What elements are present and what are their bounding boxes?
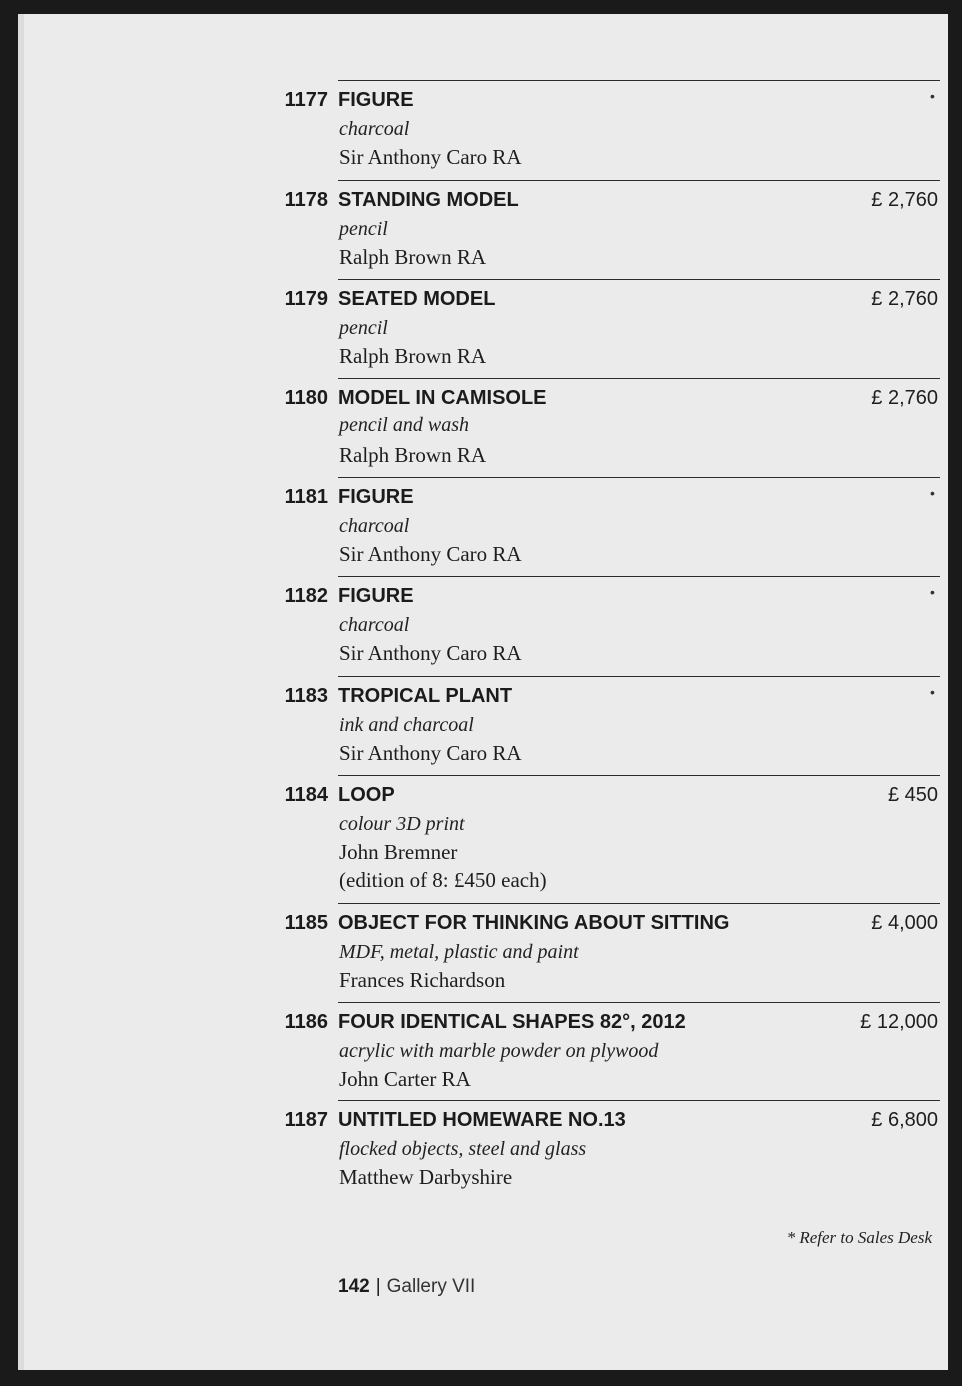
entry-title: FIGURE [338,486,414,508]
entry-title: FIGURE [338,585,414,607]
entry-rule [338,180,940,181]
entry-medium: flocked objects, steel and glass [339,1138,587,1160]
entry-number: 1187 [284,1109,328,1131]
entry-number: 1184 [284,784,328,806]
entry-title: MODEL IN CAMISOLE [338,387,547,409]
entry-rule [338,1100,940,1101]
entry-price: £ 4,000 [871,912,938,934]
entry-number: 1179 [284,288,328,310]
entry-price: £ 6,800 [871,1109,938,1131]
sales-desk-marker: • [930,88,935,104]
entry-rule [338,1002,940,1003]
entry-rule [338,279,940,280]
entry-title: STANDING MODEL [338,189,519,211]
entry-title: UNTITLED HOMEWARE NO.13 [338,1109,626,1131]
entry-medium: charcoal [339,614,410,636]
entry-price: £ 2,760 [871,288,938,310]
entry-medium: charcoal [339,515,410,537]
entry-artist: Sir Anthony Caro RA [339,542,522,566]
entry-title: FOUR IDENTICAL SHAPES 82°, 2012 [338,1011,686,1033]
entry-title: TROPICAL PLANT [338,685,513,707]
gallery-name: Gallery VII [386,1276,476,1297]
entry-price: £ 450 [887,784,938,806]
entry-title: LOOP [338,784,395,806]
entry-rule [338,576,940,577]
entry-number: 1186 [284,1011,328,1033]
entry-price: £ 2,760 [871,189,938,211]
entry-medium: ink and charcoal [339,714,474,736]
entry-number: 1181 [284,486,328,508]
page-footer [338,1276,475,1298]
entry-artist: Sir Anthony Caro RA [339,145,522,169]
entry-medium: pencil [339,317,388,339]
entry-price: £ 2,760 [871,387,938,409]
edition-note: (edition of 8: £450 each) [339,868,547,892]
entry-number: 1182 [284,585,328,607]
entry-number: 1177 [284,89,328,111]
entry-price: £ 12,000 [860,1011,938,1033]
entry-rule [338,378,940,379]
entry-number: 1178 [284,189,328,211]
entry-medium: MDF, metal, plastic and paint [339,941,579,963]
entry-title: OBJECT FOR THINKING ABOUT SITTING [338,912,730,934]
entry-artist: Matthew Darbyshire [339,1165,513,1189]
entry-artist: Ralph Brown RA [339,245,486,269]
sales-desk-marker: • [930,684,935,700]
footer-separator: | [375,1276,381,1297]
entry-medium: acrylic with marble powder on plywood [339,1040,659,1062]
entry-artist: Frances Richardson [339,968,506,992]
entry-artist: John Bremner [339,840,458,864]
entry-artist: Sir Anthony Caro RA [339,741,522,765]
entry-artist: Sir Anthony Caro RA [339,641,522,665]
entry-rule [338,676,940,677]
entry-rule [338,775,940,776]
entry-medium: colour 3D print [339,813,465,835]
entry-artist: Ralph Brown RA [339,344,486,368]
entry-number: 1185 [284,912,328,934]
entry-medium: pencil and wash [339,414,469,436]
entry-title: FIGURE [338,89,414,111]
entry-number: 1180 [284,387,328,409]
entry-rule [338,903,940,904]
entry-medium: pencil [339,218,388,240]
entry-medium: charcoal [339,118,410,140]
sales-desk-marker: • [930,584,935,600]
entry-title: SEATED MODEL [338,288,496,310]
entry-rule [338,80,940,81]
entry-number: 1183 [284,685,328,707]
sales-desk-marker: • [930,485,935,501]
entry-rule [338,477,940,478]
sales-desk-footnote: * Refer to Sales Desk [786,1228,932,1247]
page-number: 142 [338,1276,370,1297]
entry-artist: Ralph Brown RA [339,443,486,467]
entry-artist: John Carter RA [339,1067,471,1091]
